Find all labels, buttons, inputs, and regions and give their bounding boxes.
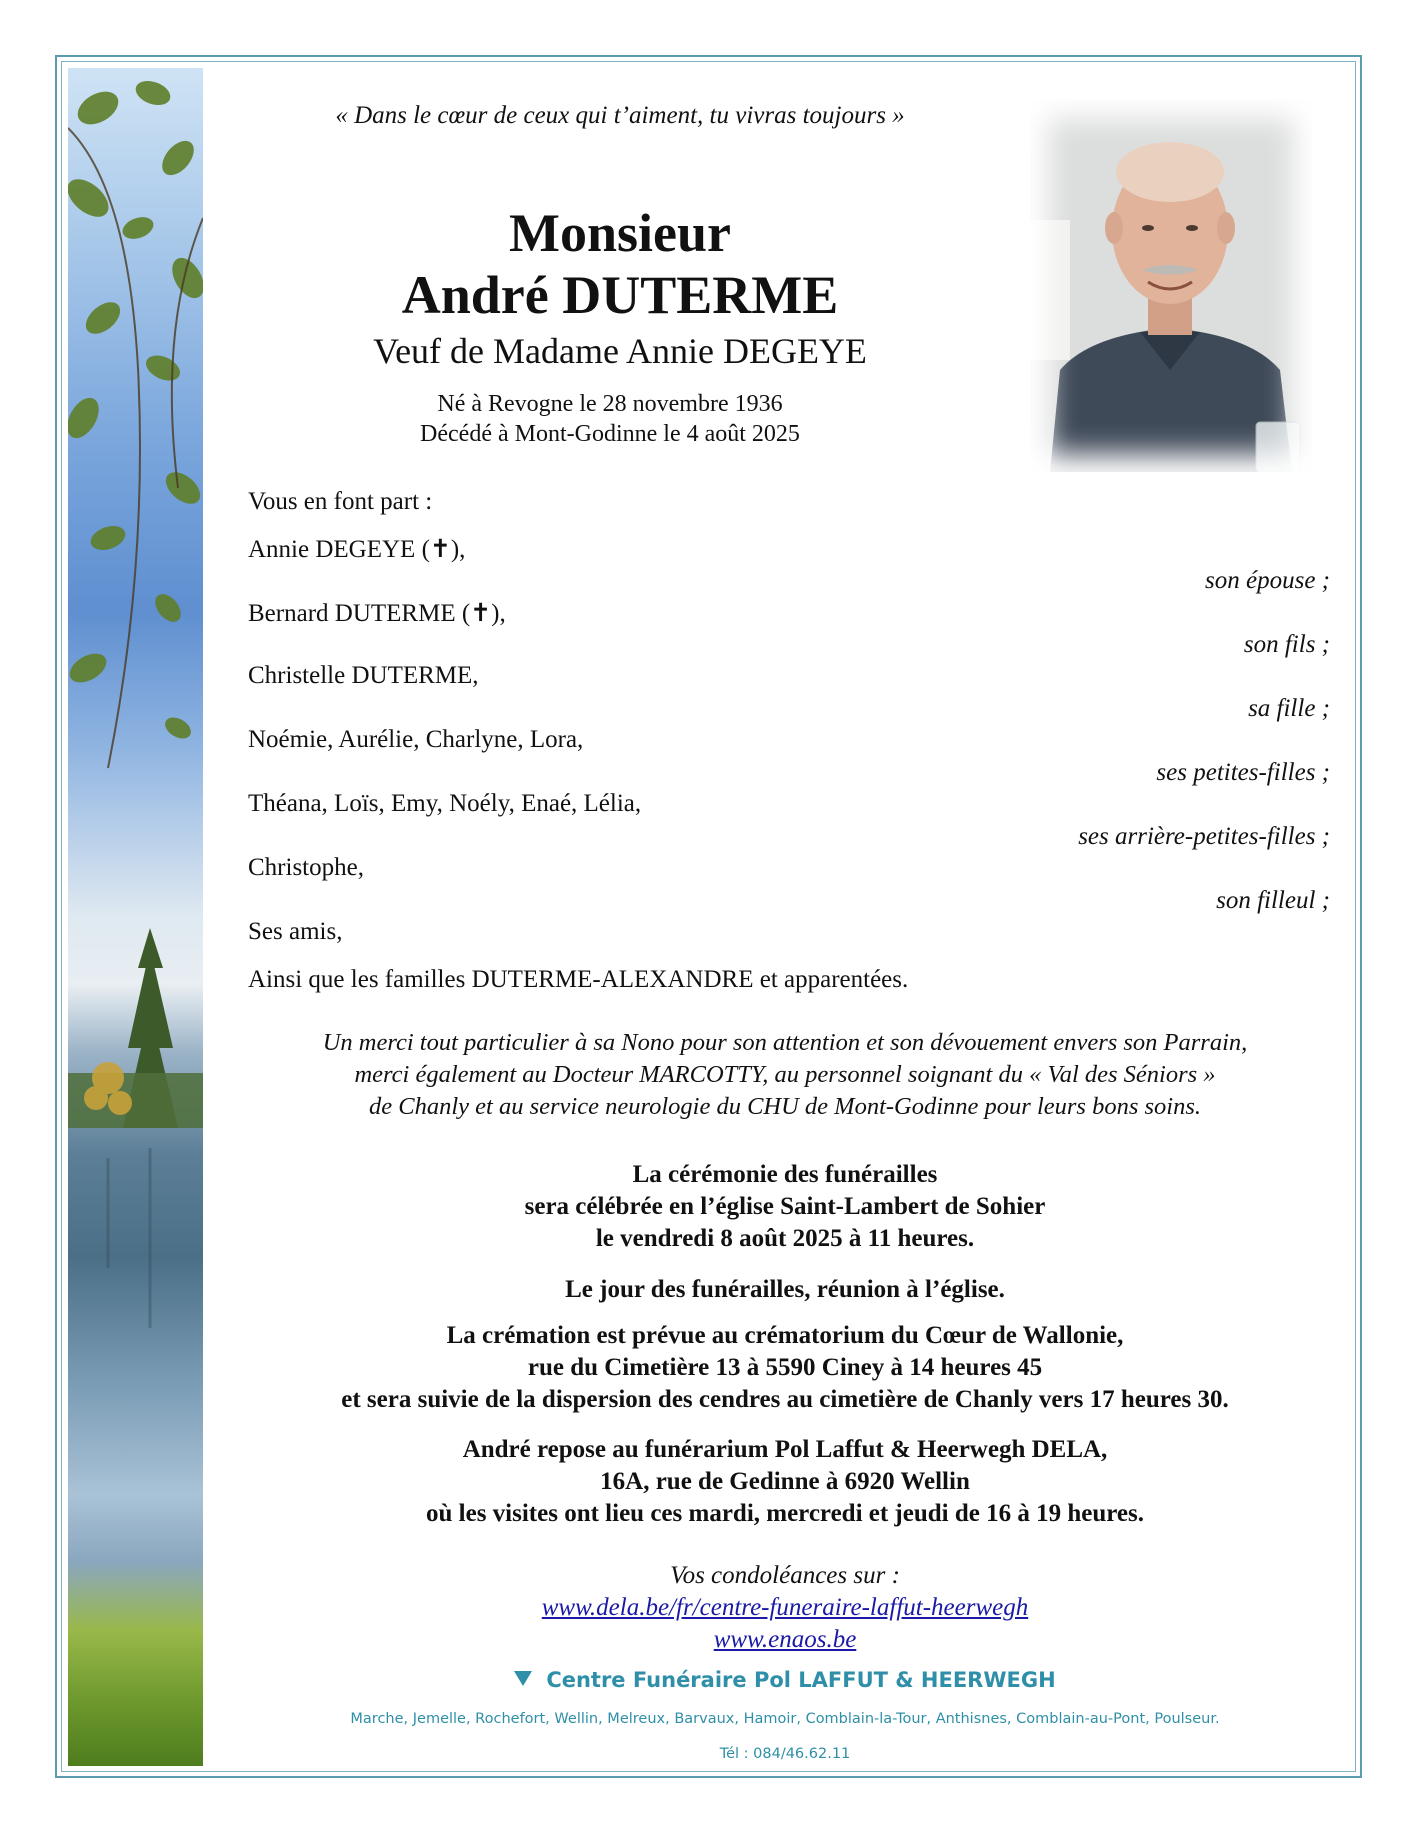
- thanks-line: merci également au Docteur MARCOTTY, au personnel soignant du « Val des Séniors »: [354, 1061, 1216, 1088]
- birth-date: Né à Revogne le 28 novembre 1936: [437, 391, 783, 417]
- condolences-link-dela[interactable]: www.dela.be/fr/centre-funeraire-laffut-heerwegh: [541, 1594, 1029, 1621]
- announcer-relation: sa fille ;: [1248, 695, 1330, 722]
- funeral-home-phone: Tél : 084/46.62.11: [719, 1746, 851, 1762]
- announcer-names: Théana, Loïs, Emy, Noély, Enaé, Lélia,: [248, 790, 642, 817]
- cremation-line: rue du Cimetière 13 à 5590 Ciney à 14 heures 45: [527, 1354, 1043, 1381]
- announcer-relation: ses arrière-petites-filles ;: [1078, 823, 1330, 850]
- announcer-names: Noémie, Aurélie, Charlyne, Lora,: [248, 726, 584, 753]
- ceremony-line: sera célébrée en l’église Saint-Lambert de Sohier: [524, 1193, 1046, 1220]
- announcer-relation: son fils ;: [1243, 631, 1330, 658]
- nature-illustration: [68, 68, 203, 1766]
- triangle-down-icon: [514, 1671, 532, 1686]
- meeting-line: Le jour des funérailles, réunion à l’église.: [565, 1276, 1005, 1303]
- announcer-relation: son filleul ;: [1216, 887, 1330, 914]
- rest-line: André repose au funérarium Pol Laffut & Heerwegh DELA,: [462, 1436, 1108, 1463]
- cremation-line: La crémation est prévue au crématorium du Cœur de Wallonie,: [446, 1322, 1124, 1349]
- friends-line: Ses amis,: [248, 918, 343, 945]
- announcer-names: Bernard DUTERME (✝),: [248, 600, 506, 627]
- ceremony-line: La cérémonie des funérailles: [632, 1161, 938, 1188]
- portrait-photo: [1030, 100, 1312, 472]
- condolences-link-enaos[interactable]: www.enaos.be: [713, 1626, 857, 1653]
- funeral-home-locations: Marche, Jemelle, Rochefort, Wellin, Melreux, Barvaux, Hamoir, Comblain-la-Tour, Anthisnes, Comblain-au-Pont, Poulseur.: [350, 1711, 1220, 1727]
- deceased-name: André DUTERME: [401, 265, 839, 325]
- funeral-home-brand: [230, 1668, 1340, 1692]
- announcer-names: Christelle DUTERME,: [248, 662, 479, 689]
- announcer-names: Christophe,: [248, 854, 364, 881]
- portrait-illustration: [1030, 100, 1312, 472]
- widow-of: Veuf de Madame Annie DEGEYE: [373, 331, 867, 371]
- announcer-names: Annie DEGEYE (✝),: [248, 536, 466, 563]
- announcer-relation: ses petites-filles ;: [1156, 759, 1330, 786]
- funeral-home-name: Centre Funéraire Pol LAFFUT & HEERWEGH: [546, 1668, 1056, 1692]
- announcers-intro: Vous en font part :: [248, 488, 433, 515]
- nature-image-strip: [68, 68, 203, 1766]
- rest-line: où les visites ont lieu ces mardi, mercredi et jeudi de 16 à 19 heures.: [426, 1500, 1144, 1527]
- condolences-label: Vos condoléances sur :: [670, 1562, 900, 1589]
- epigraph-quote: « Dans le cœur de ceux qui t’aiment, tu vivras toujours »: [335, 102, 905, 129]
- thanks-line: Un merci tout particulier à sa Nono pour son attention et son dévouement envers son Parrain,: [322, 1029, 1248, 1056]
- cremation-line: et sera suivie de la dispersion des cendres au cimetière de Chanly vers 17 heures 30.: [341, 1386, 1229, 1413]
- families-line: Ainsi que les familles DUTERME-ALEXANDRE et apparentées.: [248, 966, 909, 993]
- rest-line: 16A, rue de Gedinne à 6920 Wellin: [600, 1468, 970, 1495]
- ceremony-line: le vendredi 8 août 2025 à 11 heures.: [595, 1225, 975, 1252]
- death-date: Décédé à Mont-Godinne le 4 août 2025: [420, 421, 800, 447]
- announcer-relation: son épouse ;: [1205, 567, 1330, 594]
- deceased-title: Monsieur: [509, 203, 731, 263]
- thanks-line: de Chanly et au service neurologie du CHU de Mont-Godinne pour leurs bons soins.: [369, 1093, 1201, 1120]
